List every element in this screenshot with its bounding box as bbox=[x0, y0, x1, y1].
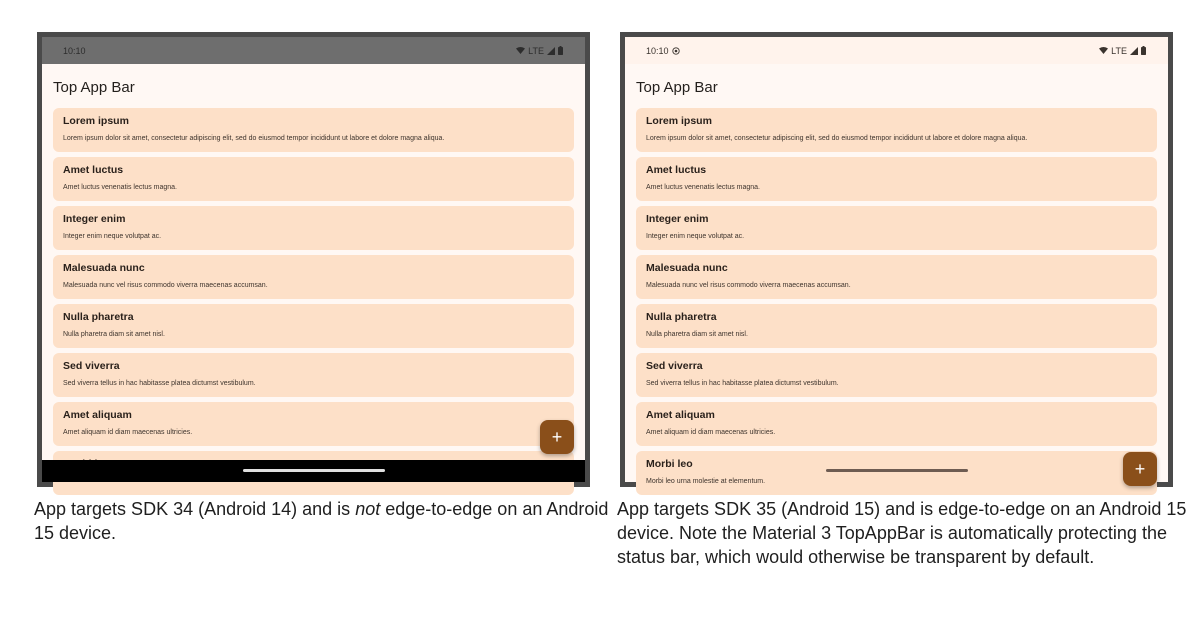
app-content bbox=[625, 64, 1168, 485]
card-body: Amet aliquam id diam maecenas ultricies. bbox=[646, 429, 776, 436]
network-label: LTE bbox=[1111, 45, 1127, 56]
list-item[interactable] bbox=[53, 157, 574, 201]
top-app-bar-title: Top App Bar bbox=[636, 79, 718, 96]
add-icon: + bbox=[551, 427, 563, 447]
card-body: Morbi leo urna molestie at elementum. bbox=[646, 478, 766, 485]
list-item[interactable] bbox=[53, 255, 574, 299]
card-list[interactable] bbox=[636, 108, 1157, 500]
status-bar bbox=[625, 37, 1168, 64]
add-fab-button[interactable] bbox=[1123, 452, 1157, 486]
card-body: Integer enim neque volutpat ac. bbox=[646, 233, 745, 240]
list-item[interactable] bbox=[53, 206, 574, 250]
wifi-icon bbox=[1099, 47, 1108, 54]
list-item[interactable] bbox=[53, 353, 574, 397]
card-title: Amet aliquam bbox=[646, 409, 715, 421]
card-body: Integer enim neque volutpat ac. bbox=[63, 233, 162, 240]
top-app-bar-title: Top App Bar bbox=[53, 79, 135, 96]
list-item[interactable] bbox=[636, 206, 1157, 250]
card-title: Sed viverra bbox=[63, 360, 120, 372]
caption-sdk34: App targets SDK 34 (Android 14) and is not edge-to-edge on an Android 15 device. bbox=[34, 499, 609, 543]
card-body: Lorem ipsum dolor sit amet, consectetur adipiscing elit, sed do eiusmod tempor incididunt ut labore et dolore magna aliqua. bbox=[646, 135, 1028, 142]
card-title: Amet luctus bbox=[646, 164, 707, 176]
add-fab-button[interactable] bbox=[540, 420, 574, 454]
card-body: Nulla pharetra diam sit amet nisl. bbox=[646, 331, 748, 338]
list-item[interactable] bbox=[636, 304, 1157, 348]
card-body: Lorem ipsum dolor sit amet, consectetur adipiscing elit, sed do eiusmod tempor incididunt ut labore et dolore magna aliqua. bbox=[63, 135, 445, 142]
navigation-bar bbox=[42, 460, 585, 482]
card-list[interactable] bbox=[53, 108, 574, 500]
card-title: Lorem ipsum bbox=[646, 115, 712, 127]
list-item[interactable] bbox=[636, 255, 1157, 299]
card-body: Sed viverra tellus in hac habitasse platea dictumst vestibulum. bbox=[646, 380, 839, 387]
card-title: Malesuada nunc bbox=[63, 262, 145, 274]
signal-icon bbox=[1130, 47, 1138, 55]
list-item[interactable] bbox=[53, 402, 574, 446]
card-title: Nulla pharetra bbox=[63, 311, 134, 323]
device-screen bbox=[625, 37, 1168, 485]
caption-sdk35: App targets SDK 35 (Android 15) and is edge-to-edge on an Android 15 device. Note the Material 3 TopAppBar is automatically protecting the status bar, which would otherwise be transparent by default. bbox=[617, 499, 1187, 567]
list-item[interactable] bbox=[636, 353, 1157, 397]
battery-icon bbox=[1141, 46, 1146, 55]
status-bar bbox=[42, 37, 585, 64]
card-title: Lorem ipsum bbox=[63, 115, 129, 127]
card-body: Malesuada nunc vel risus commodo viverra maecenas accumsan. bbox=[63, 282, 268, 289]
battery-icon bbox=[558, 46, 563, 55]
wifi-icon bbox=[516, 47, 525, 54]
card-body: Amet aliquam id diam maecenas ultricies. bbox=[63, 429, 193, 436]
list-item[interactable] bbox=[636, 402, 1157, 446]
card-body: Amet luctus venenatis lectus magna. bbox=[63, 184, 178, 191]
status-time: 10:10 bbox=[63, 45, 86, 56]
signal-icon bbox=[547, 47, 555, 55]
caption-emphasis: not bbox=[355, 499, 381, 519]
gesture-handle[interactable] bbox=[826, 469, 968, 472]
gesture-handle[interactable] bbox=[243, 469, 385, 472]
list-item[interactable] bbox=[636, 157, 1157, 201]
status-time: 10:10 bbox=[646, 45, 669, 56]
list-item[interactable] bbox=[53, 108, 574, 152]
card-title: Malesuada nunc bbox=[646, 262, 728, 274]
card-title: Morbi leo bbox=[646, 458, 693, 470]
add-icon: + bbox=[1134, 459, 1146, 479]
device-frame-sdk34 bbox=[37, 32, 590, 487]
card-title: Integer enim bbox=[63, 213, 126, 225]
network-label: LTE bbox=[528, 45, 544, 56]
list-item[interactable] bbox=[636, 451, 1157, 495]
settings-dot-icon bbox=[672, 47, 680, 55]
card-body: Malesuada nunc vel risus commodo viverra maecenas accumsan. bbox=[646, 282, 851, 289]
device-screen bbox=[42, 37, 585, 482]
list-item[interactable] bbox=[53, 304, 574, 348]
card-body: Sed viverra tellus in hac habitasse platea dictumst vestibulum. bbox=[63, 380, 256, 387]
card-body: Amet luctus venenatis lectus magna. bbox=[646, 184, 761, 191]
card-title: Amet luctus bbox=[63, 164, 124, 176]
card-title: Nulla pharetra bbox=[646, 311, 717, 323]
card-title: Amet aliquam bbox=[63, 409, 132, 421]
app-content bbox=[42, 64, 585, 460]
card-title: Integer enim bbox=[646, 213, 709, 225]
card-body: Nulla pharetra diam sit amet nisl. bbox=[63, 331, 165, 338]
device-frame-sdk35 bbox=[620, 32, 1173, 487]
card-title: Sed viverra bbox=[646, 360, 703, 372]
list-item[interactable] bbox=[636, 108, 1157, 152]
